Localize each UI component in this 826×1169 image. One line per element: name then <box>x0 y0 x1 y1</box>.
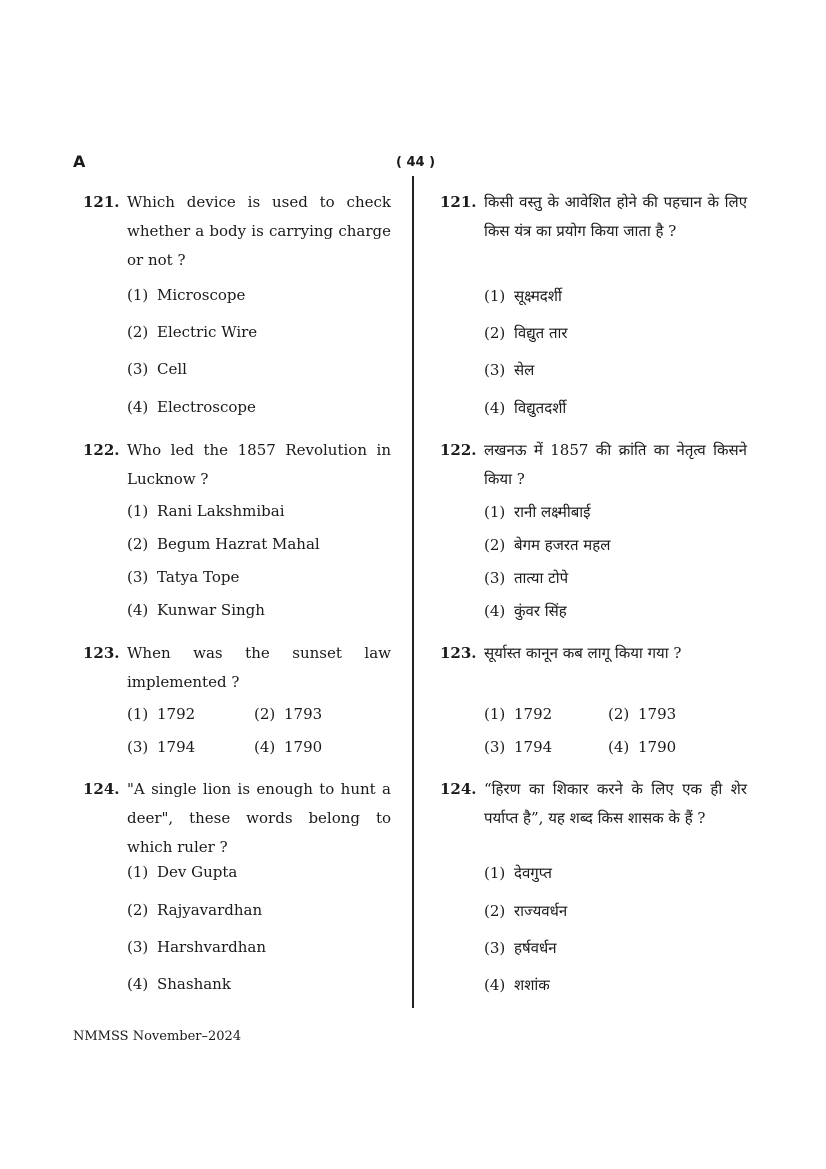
option-3 <box>484 738 552 756</box>
option-number: (3) <box>484 939 506 957</box>
question-number: 124. <box>83 780 120 798</box>
option-text: 1790 <box>284 738 323 756</box>
option-2 <box>484 323 568 343</box>
option-2 <box>484 901 567 921</box>
option-text: Shashank <box>157 975 231 993</box>
question-number: 121. <box>440 193 477 211</box>
question-124 <box>83 775 391 993</box>
option-number: (1) <box>484 287 506 305</box>
option-3 <box>484 360 534 380</box>
option-number: (3) <box>484 738 506 756</box>
option-text: 1792 <box>514 705 553 723</box>
question-set-code: A <box>73 152 86 171</box>
option-4 <box>127 601 265 619</box>
option-1 <box>484 705 552 723</box>
question-text: लखनऊ में 1857 की क्रांति का नेतृत्व किसने किया ? <box>484 441 747 488</box>
option-text: Electric Wire <box>157 323 258 341</box>
option-2 <box>608 705 676 723</box>
option-number: (4) <box>127 601 149 619</box>
option-2 <box>127 323 257 341</box>
option-number: (2) <box>254 705 276 723</box>
question-124 <box>440 775 747 994</box>
option-text: देवगुप्त <box>514 864 552 882</box>
exam-footer: NMMSS November–2024 <box>73 1029 242 1044</box>
option-1 <box>484 502 591 522</box>
option-text: Harshvardhan <box>157 938 267 956</box>
option-number: (2) <box>484 902 506 920</box>
option-2 <box>127 901 262 919</box>
option-number: (1) <box>127 863 149 881</box>
option-text: Begum Hazrat Mahal <box>157 535 320 553</box>
option-3 <box>484 568 568 588</box>
question-text: "A single lion is enough to hunt a deer", these words belong to which ruler ? <box>127 780 391 856</box>
option-3 <box>127 360 187 378</box>
option-text: Tatya Tope <box>157 568 240 586</box>
option-text: 1794 <box>514 738 553 756</box>
option-text: Kunwar Singh <box>157 601 265 619</box>
option-text: सेल <box>514 361 535 379</box>
option-text: तात्या टोपे <box>514 569 569 587</box>
option-number: (4) <box>127 975 149 993</box>
option-number: (1) <box>127 502 149 520</box>
option-text: 1793 <box>638 705 677 723</box>
option-number: (2) <box>127 535 149 553</box>
question-text: Which device is used to check whether a body is carrying charge or not ? <box>127 193 391 269</box>
option-number: (4) <box>127 398 149 416</box>
option-4 <box>608 738 676 756</box>
option-1 <box>127 863 237 881</box>
option-text: Cell <box>157 360 187 378</box>
option-number: (4) <box>484 602 506 620</box>
question-number: 122. <box>83 441 120 459</box>
option-text: 1794 <box>157 738 196 756</box>
option-number: (1) <box>127 286 149 304</box>
option-text: Rani Lakshmibai <box>157 502 285 520</box>
option-number: (3) <box>127 360 149 378</box>
option-number: (4) <box>254 738 276 756</box>
option-number: (2) <box>484 324 506 342</box>
option-number: (1) <box>484 864 506 882</box>
option-text: कुंवर सिंह <box>514 602 567 620</box>
option-1 <box>484 863 552 883</box>
option-text: 1790 <box>638 738 677 756</box>
question-text: When was the sunset law implemented ? <box>127 644 391 691</box>
option-number: (3) <box>484 569 506 587</box>
question-122 <box>83 436 391 619</box>
question-123 <box>83 639 391 756</box>
option-text: रानी लक्ष्मीबाई <box>514 503 591 521</box>
question-121 <box>440 188 747 417</box>
option-1 <box>127 705 195 723</box>
option-1 <box>127 286 245 304</box>
option-number: (2) <box>127 901 149 919</box>
option-2 <box>484 535 610 555</box>
option-number: (4) <box>484 399 506 417</box>
option-text: Microscope <box>157 286 246 304</box>
option-number: (4) <box>608 738 630 756</box>
question-122 <box>440 436 747 620</box>
question-text: किसी वस्तु के आवेशित होने की पहचान के लिए किस यंत्र का प्रयोग किया जाता है ? <box>484 193 747 240</box>
option-text: बेगम हजरत महल <box>514 536 611 554</box>
option-number: (1) <box>484 503 506 521</box>
page-number: ( 44 ) <box>396 155 436 170</box>
option-number: (3) <box>484 361 506 379</box>
option-number: (3) <box>127 738 149 756</box>
question-number: 123. <box>83 644 120 662</box>
option-text: 1792 <box>157 705 196 723</box>
question-text: Who led the 1857 Revolution in Lucknow ? <box>127 441 391 488</box>
option-3 <box>127 568 239 586</box>
option-1 <box>127 502 285 520</box>
option-number: (1) <box>484 705 506 723</box>
option-3 <box>127 938 266 956</box>
option-4 <box>127 975 231 993</box>
question-number: 123. <box>440 644 477 662</box>
option-text: Dev Gupta <box>157 863 238 881</box>
column-divider <box>412 176 414 1008</box>
option-text: सूक्ष्मदर्शी <box>514 287 562 305</box>
option-text: Electroscope <box>157 398 256 416</box>
question-number: 121. <box>83 193 120 211</box>
option-number: (4) <box>484 976 506 994</box>
option-number: (3) <box>127 568 149 586</box>
question-number: 124. <box>440 780 477 798</box>
option-2 <box>254 705 322 723</box>
option-4 <box>254 738 322 756</box>
option-number: (2) <box>484 536 506 554</box>
option-number: (2) <box>608 705 630 723</box>
question-text: सूर्यास्त कानून कब लागू किया गया ? <box>484 644 682 662</box>
option-text: हर्षवर्धन <box>514 939 557 957</box>
option-text: विद्युतदर्शी <box>514 399 567 417</box>
question-121 <box>83 188 391 416</box>
option-text: 1793 <box>284 705 323 723</box>
option-4 <box>484 398 566 418</box>
option-text: Rajyavardhan <box>157 901 263 919</box>
option-text: शशांक <box>514 976 550 994</box>
option-4 <box>484 975 550 995</box>
option-number: (2) <box>127 323 149 341</box>
option-1 <box>484 286 562 306</box>
option-text: राज्यवर्धन <box>514 902 568 920</box>
option-number: (1) <box>127 705 149 723</box>
option-3 <box>484 938 557 958</box>
option-4 <box>127 398 256 416</box>
question-text: “हिरण का शिकार करने के लिए एक ही शेर पर्याप्त है”, यह शब्द किस शासक के हैं ? <box>484 780 747 827</box>
option-number: (3) <box>127 938 149 956</box>
question-123 <box>440 639 747 756</box>
option-4 <box>484 601 567 621</box>
question-number: 122. <box>440 441 477 459</box>
option-3 <box>127 738 195 756</box>
option-text: विद्युत तार <box>514 324 568 342</box>
option-2 <box>127 535 320 553</box>
